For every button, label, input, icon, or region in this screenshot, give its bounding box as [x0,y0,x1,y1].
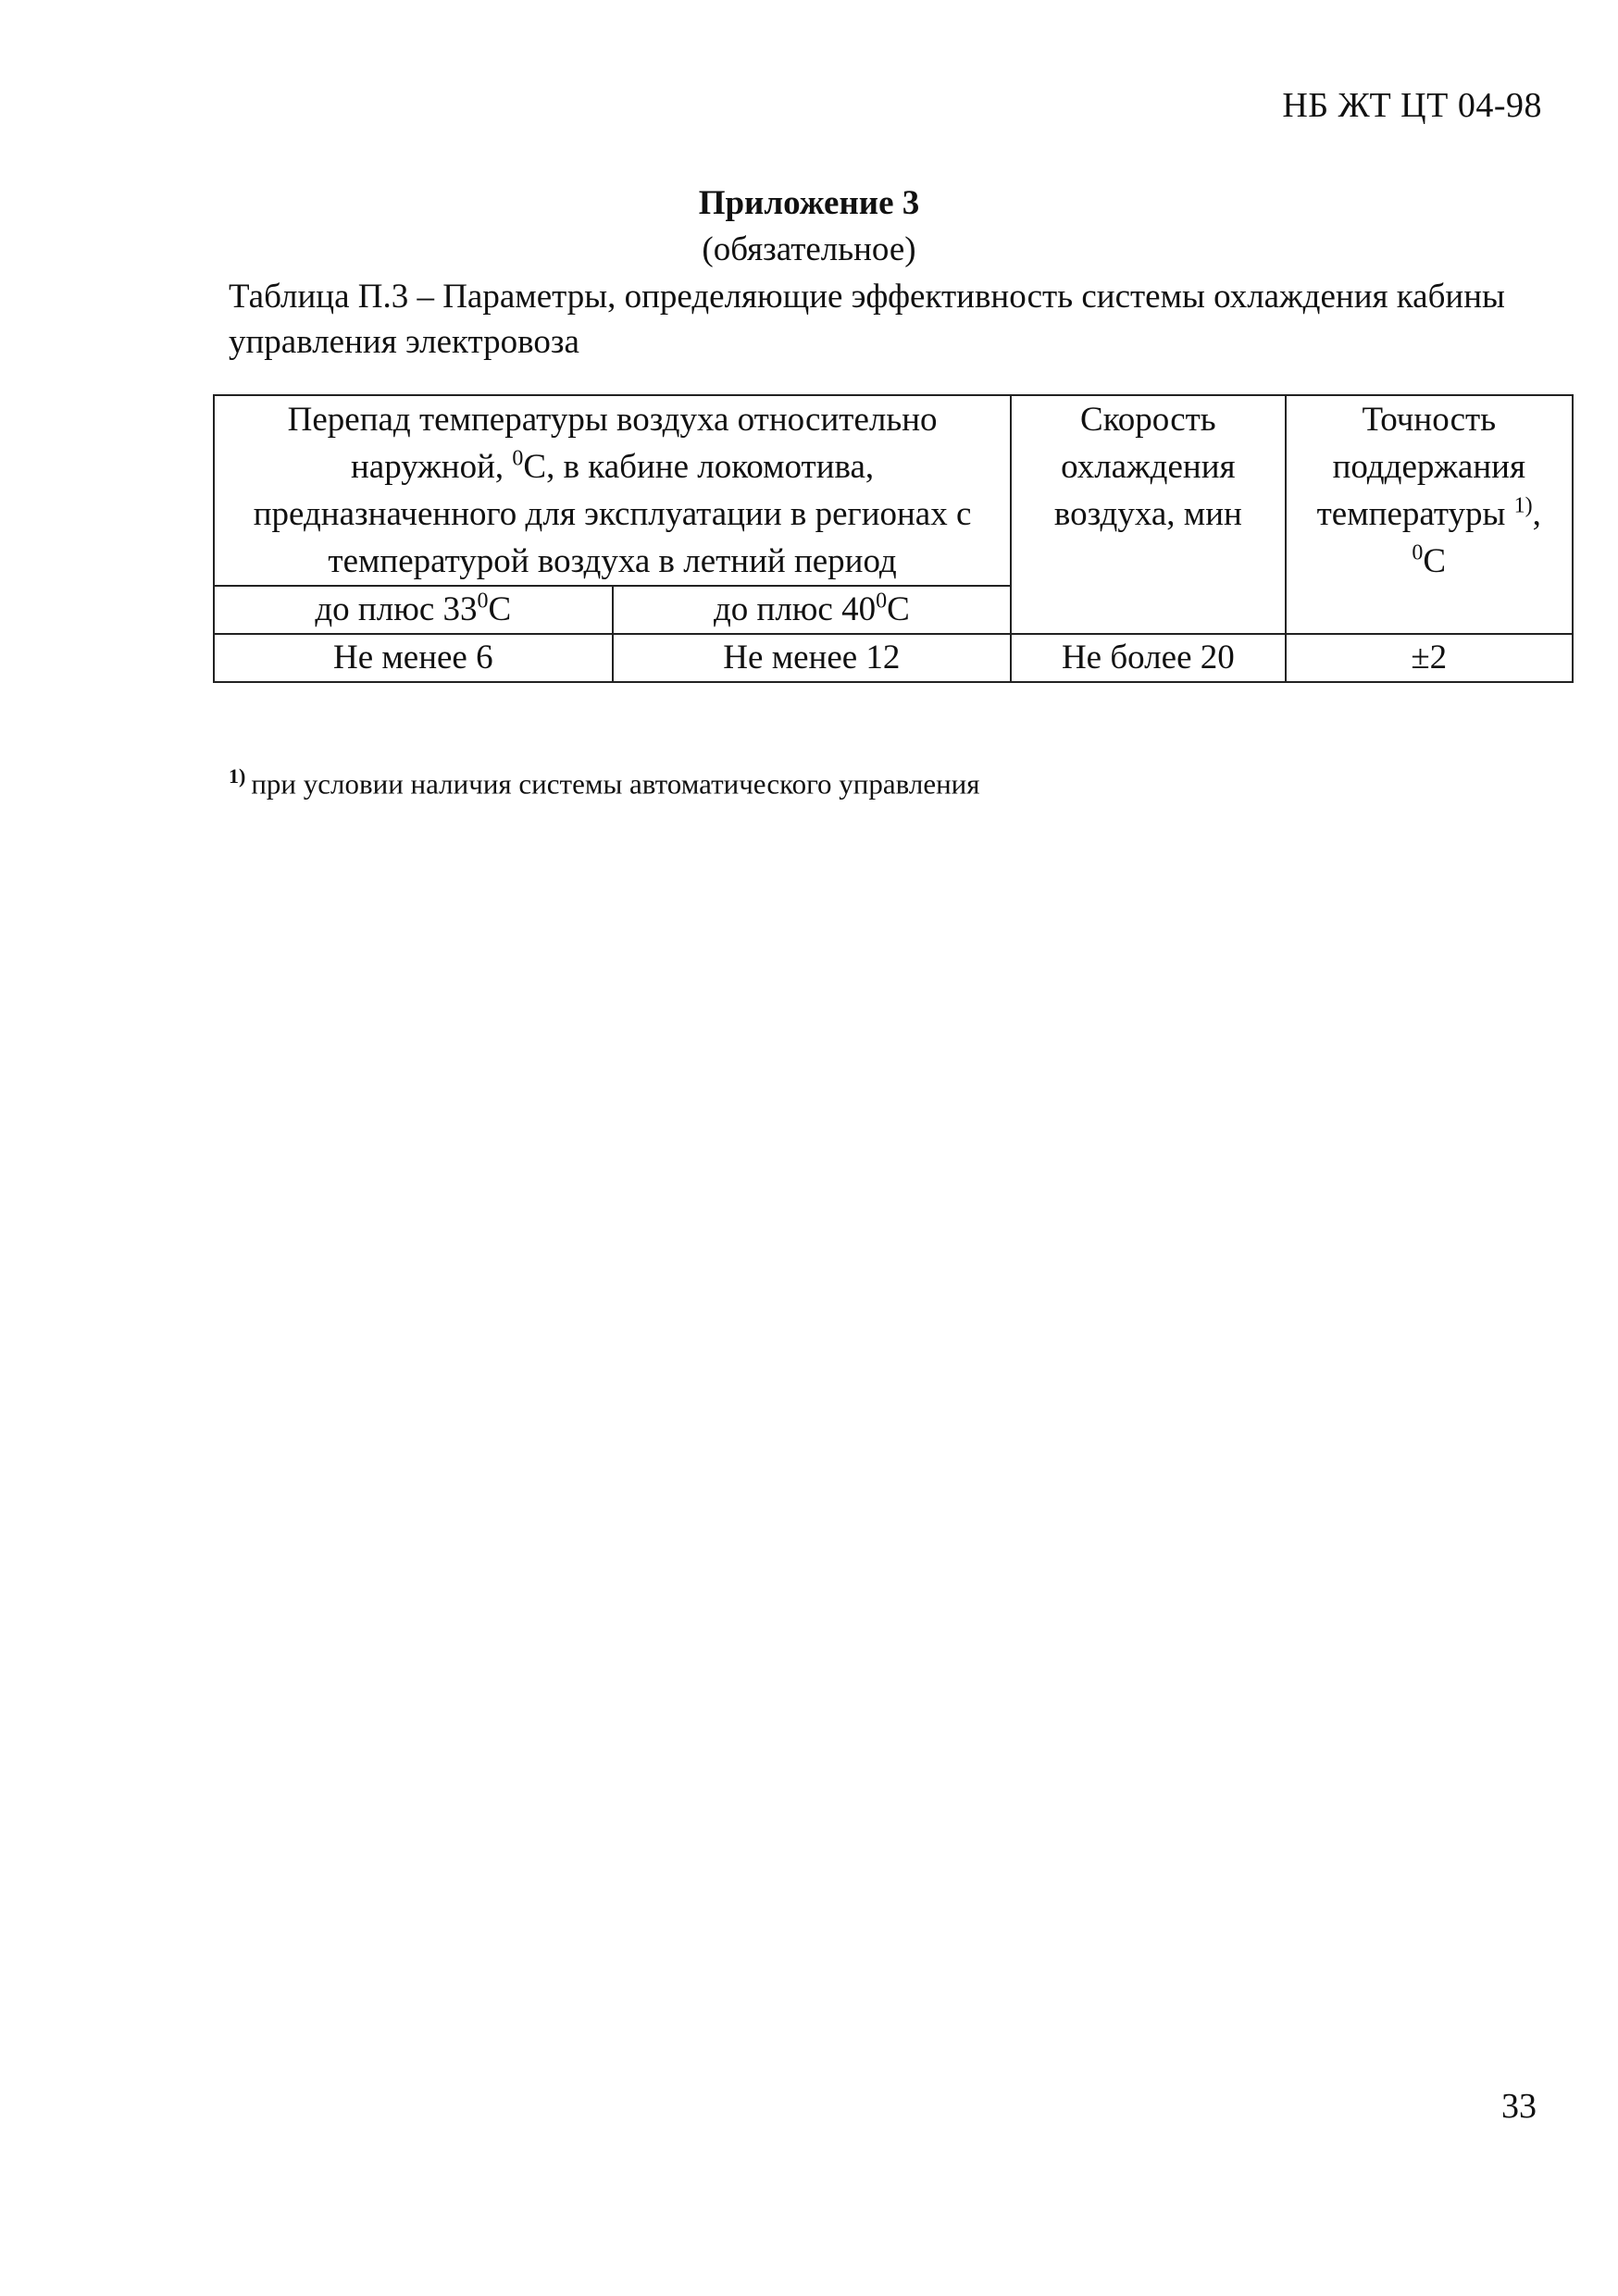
document-code: НБ ЖТ ЦТ 04-98 [1282,86,1542,125]
header-cooling-speed [1011,395,1285,634]
value-33: Не менее 6 [214,634,613,682]
value-cooling-speed: Не более 20 [1011,634,1285,682]
parameters-table [213,394,1574,683]
subheader-40-text: до плюс 40 [713,590,877,628]
footnote [229,764,980,800]
header-accuracy-text: Точность поддержания температуры [1316,401,1525,533]
table-caption: Таблица П.3 – Параметры, определяющие эффективность системы охлаждения кабины управления электровоза [229,278,1505,361]
degree-sup: 0 [512,446,524,471]
subheader-33-unit: С [488,590,512,628]
degree-sup: 0 [477,589,489,614]
value-40: Не менее 12 [613,634,1012,682]
appendix-status: (обязательное) [702,230,916,268]
subheader-40 [613,586,1012,634]
degree-sup: 0 [876,589,888,614]
table-row [214,634,1573,682]
degree-sup: 0 [1412,540,1424,565]
footnote-ref: 1) [1513,493,1533,518]
header-accuracy-unit: С [1423,542,1447,580]
header-temperature-difference-text-cont: С, в кабине локомотива, предназначенного для эксплуатации в регионах с температурой воздуха в летний период [253,448,972,580]
header-temperature-difference-text: Перепад температуры воздуха относительно наружной, [287,401,938,486]
header-temperature-difference [214,395,1011,586]
subheader-33-text: до плюс 33 [315,590,478,628]
header-accuracy-comma: , [1532,495,1541,533]
footnote-text: при условии наличия системы автоматического управления [251,767,980,800]
subheader-40-unit: С [887,590,910,628]
footnote-marker: 1) [229,764,246,788]
appendix-title: Приложение 3 [698,184,920,222]
header-accuracy [1286,395,1573,634]
page-number: 33 [1501,2087,1537,2126]
subheader-33 [214,586,613,634]
table-header-row [214,395,1573,586]
value-accuracy: ±2 [1286,634,1573,682]
header-cooling-speed-text: Скорость охлаждения воздуха, мин [1053,401,1242,533]
